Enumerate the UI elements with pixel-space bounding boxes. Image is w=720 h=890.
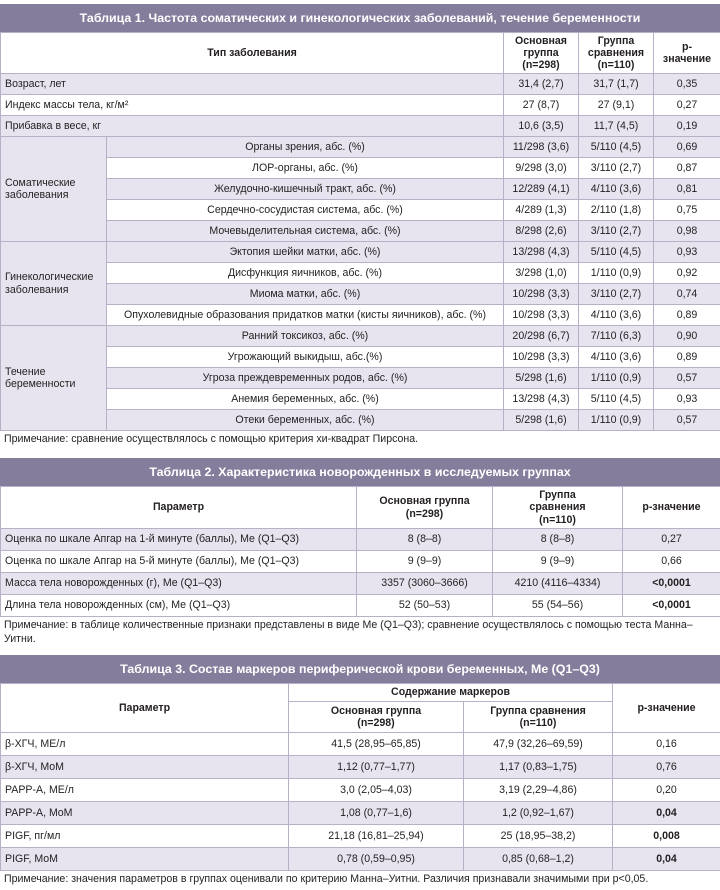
table2-block bbox=[0, 458, 720, 647]
table1-note: Примечание: сравнение осуществлялось с помощью критерия хи-квадрат Пирсона. bbox=[4, 433, 419, 445]
p-value: 0,89 bbox=[654, 305, 720, 326]
row-name: Миома матки, абс. (%) bbox=[107, 284, 504, 305]
table-row bbox=[1, 825, 720, 848]
table-row bbox=[1, 347, 720, 368]
table-row bbox=[1, 410, 720, 431]
main-group-value: 0,78 (0,59–0,95) bbox=[289, 848, 464, 871]
p-value: 0,98 bbox=[654, 221, 720, 242]
comparison-group-value: 4210 (4116–4334) bbox=[493, 573, 623, 595]
comparison-group-value: 1,2 (0,92–1,67) bbox=[464, 802, 613, 825]
main-group-value: 21,18 (16,81–25,94) bbox=[289, 825, 464, 848]
p-value: 0,87 bbox=[654, 158, 720, 179]
comparison-group-value: 27 (9,1) bbox=[579, 95, 654, 116]
table-row bbox=[1, 116, 720, 137]
table3-title: Таблица 3. Состав маркеров периферической крови беременных, Me (Q1–Q3) bbox=[0, 655, 720, 683]
row-name: Масса тела новорожденных (г), Me (Q1–Q3) bbox=[1, 573, 357, 595]
comparison-group-value: 5/110 (4,5) bbox=[579, 137, 654, 158]
table-row bbox=[1, 179, 720, 200]
row-name: Эктопия шейки матки, абс. (%) bbox=[107, 242, 504, 263]
p-value: 0,35 bbox=[654, 74, 720, 95]
main-group-value: 5/298 (1,6) bbox=[504, 368, 579, 389]
table-row bbox=[1, 305, 720, 326]
row-name: PIGF, MoM bbox=[1, 848, 289, 871]
main-group-value: 3357 (3060–3666) bbox=[357, 573, 493, 595]
main-group-value: 5/298 (1,6) bbox=[504, 410, 579, 431]
comparison-group-value: 3/110 (2,7) bbox=[579, 284, 654, 305]
table-row bbox=[1, 221, 720, 242]
comparison-group-value: 3/110 (2,7) bbox=[579, 221, 654, 242]
table-row bbox=[1, 779, 720, 802]
comparison-group-value: 11,7 (4,5) bbox=[579, 116, 654, 137]
table1-header-main-group bbox=[504, 33, 579, 74]
main-group-value: 1,08 (0,77–1,6) bbox=[289, 802, 464, 825]
table-row bbox=[1, 95, 720, 116]
comparison-group-value: 5/110 (4,5) bbox=[579, 242, 654, 263]
table-row bbox=[1, 284, 720, 305]
comparison-group-value: 7/110 (6,3) bbox=[579, 326, 654, 347]
comparison-group-value: 8 (8–8) bbox=[493, 529, 623, 551]
table1 bbox=[0, 32, 720, 431]
table3-header-p-value: p-значение bbox=[613, 684, 720, 733]
main-group-value: 9 (9–9) bbox=[357, 551, 493, 573]
main-group-value: 12/289 (4,1) bbox=[504, 179, 579, 200]
comparison-group-value: 47,9 (32,26–69,59) bbox=[464, 733, 613, 756]
table-row bbox=[1, 551, 720, 573]
comparison-group-value: 9 (9–9) bbox=[493, 551, 623, 573]
group-label: Гинекологические заболевания bbox=[1, 242, 107, 326]
header-main-group-n: (n=298) bbox=[522, 59, 560, 72]
p-value: 0,57 bbox=[654, 410, 720, 431]
comparison-group-value: 4/110 (3,6) bbox=[579, 305, 654, 326]
table-row bbox=[1, 137, 720, 158]
main-group-value: 9/298 (3,0) bbox=[504, 158, 579, 179]
row-name: Возраст, лет bbox=[1, 74, 504, 95]
row-name: Индекс массы тела, кг/м² bbox=[1, 95, 504, 116]
main-group-value: 31,4 (2,7) bbox=[504, 74, 579, 95]
table2-header-parameter: Параметр bbox=[1, 487, 357, 529]
group-label: Соматические заболевания bbox=[1, 137, 107, 242]
row-name: Оценка по шкале Апгар на 1-й минуте (баллы), Me (Q1–Q3) bbox=[1, 529, 357, 551]
main-group-value: 11/298 (3,6) bbox=[504, 137, 579, 158]
row-name: Угроза преждевременных родов, абс. (%) bbox=[107, 368, 504, 389]
table-row bbox=[1, 74, 720, 95]
p-value: 0,92 bbox=[654, 263, 720, 284]
header-main-group-n: (n=298) bbox=[405, 507, 444, 520]
table-row bbox=[1, 200, 720, 221]
p-value: 0,04 bbox=[613, 848, 720, 871]
table3-block bbox=[0, 655, 720, 887]
row-name: Сердечно-сосудистая система, абс. (%) bbox=[107, 200, 504, 221]
row-name: Опухолевидные образования придатков матки (кисты яичников), абс. (%) bbox=[107, 305, 504, 326]
main-group-value: 10/298 (3,3) bbox=[504, 347, 579, 368]
table-row bbox=[1, 733, 720, 756]
comparison-group-value: 4/110 (3,6) bbox=[579, 179, 654, 200]
table3-header-comparison-group bbox=[464, 702, 613, 733]
p-value: 0,16 bbox=[613, 733, 720, 756]
table-row bbox=[1, 595, 720, 617]
row-name: Органы зрения, абс. (%) bbox=[107, 137, 504, 158]
comparison-group-value: 0,85 (0,68–1,2) bbox=[464, 848, 613, 871]
header-main-group-label: Основная группа bbox=[515, 34, 567, 59]
table3-header-markers: Содержание маркеров bbox=[289, 684, 613, 702]
table1-block bbox=[0, 4, 720, 447]
group-label: Течение беременности bbox=[1, 326, 107, 431]
header-comparison-group-line1: Группа bbox=[539, 489, 576, 502]
row-name: Мочевыделительная система, абс. (%) bbox=[107, 221, 504, 242]
table2-header-row bbox=[1, 487, 720, 529]
row-name: PIGF, пг/мл bbox=[1, 825, 289, 848]
comparison-group-value: 1/110 (0,9) bbox=[579, 263, 654, 284]
table1-header-row bbox=[1, 33, 720, 74]
row-name: Отеки беременных, абс. (%) bbox=[107, 410, 504, 431]
table3-header-row-1 bbox=[1, 684, 720, 702]
comparison-group-value: 1/110 (0,9) bbox=[579, 368, 654, 389]
header-comparison-group-n: (n=110) bbox=[597, 59, 635, 72]
main-group-value: 10,6 (3,5) bbox=[504, 116, 579, 137]
comparison-group-value: 1/110 (0,9) bbox=[579, 410, 654, 431]
table1-header-p-value bbox=[654, 33, 720, 74]
table-row bbox=[1, 389, 720, 410]
table-row bbox=[1, 802, 720, 825]
comparison-group-value: 4/110 (3,6) bbox=[579, 347, 654, 368]
main-group-value: 10/298 (3,3) bbox=[504, 305, 579, 326]
main-group-value: 4/289 (1,3) bbox=[504, 200, 579, 221]
p-value: <0,0001 bbox=[623, 595, 720, 617]
p-value: 0,74 bbox=[654, 284, 720, 305]
p-value: <0,0001 bbox=[623, 573, 720, 595]
row-name: β-ХГЧ, МЕ/л bbox=[1, 733, 289, 756]
table-row bbox=[1, 529, 720, 551]
row-name: Желудочно-кишечный тракт, абс. (%) bbox=[107, 179, 504, 200]
row-name: PAPP-A, MoM bbox=[1, 802, 289, 825]
table-row bbox=[1, 368, 720, 389]
table-row bbox=[1, 158, 720, 179]
table-row bbox=[1, 263, 720, 284]
table-row bbox=[1, 326, 720, 347]
comparison-group-value: 3/110 (2,7) bbox=[579, 158, 654, 179]
p-value: 0,04 bbox=[613, 802, 720, 825]
p-value: 0,27 bbox=[654, 95, 720, 116]
main-group-value: 8 (8–8) bbox=[357, 529, 493, 551]
comparison-group-value: 25 (18,95–38,2) bbox=[464, 825, 613, 848]
row-name: Оценка по шкале Апгар на 5-й минуте (баллы), Me (Q1–Q3) bbox=[1, 551, 357, 573]
header-p-value-line1: p- bbox=[682, 40, 692, 53]
p-value: 0,66 bbox=[623, 551, 720, 573]
p-value: 0,75 bbox=[654, 200, 720, 221]
main-group-value: 10/298 (3,3) bbox=[504, 284, 579, 305]
p-value: 0,69 bbox=[654, 137, 720, 158]
header-main-group-n: (n=298) bbox=[357, 717, 395, 729]
comparison-group-value: 2/110 (1,8) bbox=[579, 200, 654, 221]
table2-title: Таблица 2. Характеристика новорожденных в исследуемых группах bbox=[0, 458, 720, 486]
table1-header-comparison-group bbox=[579, 33, 654, 74]
comparison-group-value: 5/110 (4,5) bbox=[579, 389, 654, 410]
table-row bbox=[1, 242, 720, 263]
p-value: 0,008 bbox=[613, 825, 720, 848]
p-value: 0,89 bbox=[654, 347, 720, 368]
header-comparison-group-n: (n=110) bbox=[519, 717, 557, 729]
comparison-group-value: 31,7 (1,7) bbox=[579, 74, 654, 95]
table3-note: Примечание: значения параметров в группах оценивали по критерию Манна–Уитни. Различия признавали значимыми при p<0,05. bbox=[4, 873, 649, 885]
header-main-group-label: Основная группа bbox=[379, 495, 470, 508]
main-group-value: 8/298 (2,6) bbox=[504, 221, 579, 242]
comparison-group-value: 3,19 (2,29–4,86) bbox=[464, 779, 613, 802]
main-group-value: 3/298 (1,0) bbox=[504, 263, 579, 284]
row-name: Длина тела новорожденных (см), Me (Q1–Q3) bbox=[1, 595, 357, 617]
table3 bbox=[0, 683, 720, 871]
main-group-value: 1,12 (0,77–1,77) bbox=[289, 756, 464, 779]
main-group-value: 27 (8,7) bbox=[504, 95, 579, 116]
header-main-group-label: Основная группа bbox=[330, 704, 422, 717]
table2-header-p-value: p-значение bbox=[623, 487, 720, 529]
p-value: 0,93 bbox=[654, 242, 720, 263]
table3-header-parameter: Параметр bbox=[1, 684, 289, 733]
table-row bbox=[1, 573, 720, 595]
p-value: 0,20 bbox=[613, 779, 720, 802]
header-comparison-group-label: Группа сравнения bbox=[490, 704, 586, 717]
p-value: 0,93 bbox=[654, 389, 720, 410]
main-group-value: 20/298 (6,7) bbox=[504, 326, 579, 347]
table2-header-main-group bbox=[357, 487, 493, 529]
table2-header-comparison-group bbox=[493, 487, 623, 529]
header-comparison-group-line2: сравнения bbox=[529, 501, 586, 514]
p-value: 0,81 bbox=[654, 179, 720, 200]
comparison-group-value: 1,17 (0,83–1,75) bbox=[464, 756, 613, 779]
row-name: Угрожающий выкидыш, абс.(%) bbox=[107, 347, 504, 368]
table-row bbox=[1, 756, 720, 779]
row-name: Анемия беременных, абс. (%) bbox=[107, 389, 504, 410]
main-group-value: 3,0 (2,05–4,03) bbox=[289, 779, 464, 802]
row-name: Дисфункция яичников, абс. (%) bbox=[107, 263, 504, 284]
table3-header-main-group bbox=[289, 702, 464, 733]
table2-note: Примечание: в таблице количественные признаки представлены в виде Me (Q1–Q3); сравнение осуществлялось с помощью теста Манна–Уитни. bbox=[4, 619, 693, 645]
p-value: 0,27 bbox=[623, 529, 720, 551]
table2 bbox=[0, 486, 720, 617]
p-value: 0,57 bbox=[654, 368, 720, 389]
header-comparison-group-label: Группа сравнения bbox=[587, 34, 645, 59]
header-comparison-group-n: (n=110) bbox=[539, 513, 576, 526]
row-name: PAPP-A, МЕ/л bbox=[1, 779, 289, 802]
p-value: 0,90 bbox=[654, 326, 720, 347]
p-value: 0,19 bbox=[654, 116, 720, 137]
row-name: Ранний токсикоз, абс. (%) bbox=[107, 326, 504, 347]
p-value: 0,76 bbox=[613, 756, 720, 779]
table1-header-disease-type: Тип заболевания bbox=[1, 33, 504, 74]
row-name: ЛОР-органы, абс. (%) bbox=[107, 158, 504, 179]
row-name: β-ХГЧ, MoM bbox=[1, 756, 289, 779]
main-group-value: 41,5 (28,95–65,85) bbox=[289, 733, 464, 756]
table-row bbox=[1, 848, 720, 871]
main-group-value: 52 (50–53) bbox=[357, 595, 493, 617]
main-group-value: 13/298 (4,3) bbox=[504, 389, 579, 410]
comparison-group-value: 55 (54–56) bbox=[493, 595, 623, 617]
row-name: Прибавка в весе, кг bbox=[1, 116, 504, 137]
header-p-value-line2: значение bbox=[662, 53, 712, 65]
table1-title: Таблица 1. Частота соматических и гинекологических заболеваний, течение беременности bbox=[0, 4, 720, 32]
main-group-value: 13/298 (4,3) bbox=[504, 242, 579, 263]
